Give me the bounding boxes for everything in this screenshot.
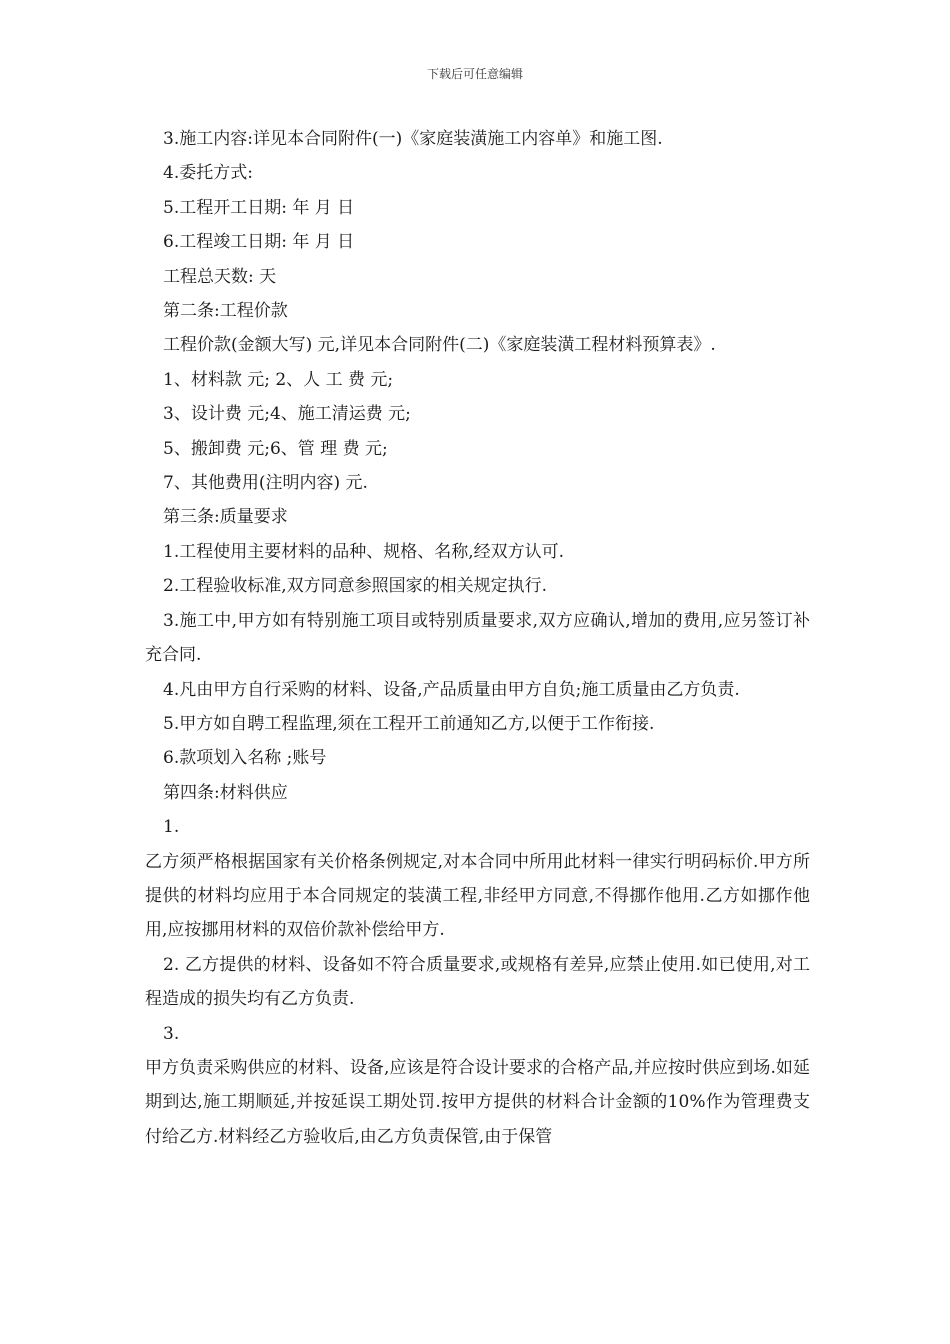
paragraph-supply-3-number: 3. [163,1023,180,1044]
paragraph-supply-1-text: 乙方须严格根据国家有关价格条例规定,对本合同中所用此材料一律实行明码标价.甲方所提供的材料均应用于本合同规定的装潢工程,非经甲方同意,不得挪作他用.乙方如挪作他用,应按挪用材料的双倍价款补偿给甲方. [145,851,810,941]
paragraph-supply-2: 2. 乙方提供的材料、设备如不符合质量要求,或规格有差异,应禁止使用.如已使用,对工程造成的损失均有乙方负责. [145,954,810,1010]
paragraph-fee-items-5-6: 5、搬卸费 元;6、管 理 费 元; [163,438,388,459]
section-heading-article-4: 第四条:材料供应 [163,782,288,803]
paragraph-start-date: 5.工程开工日期: 年 月 日 [163,197,355,218]
paragraph-quality-3: 3.施工中,甲方如有特别施工项目或特别质量要求,双方应确认,增加的费用,应另签订补充合同. [145,610,810,666]
paragraph-project-price: 工程价款(金额大写) 元,详见本合同附件(二)《家庭装潢工程材料预算表》. [163,335,716,356]
paragraph-fee-items-3-4: 3、设计费 元;4、施工清运费 元; [163,404,411,425]
section-heading-article-3: 第三条:质量要求 [163,507,288,528]
paragraph-completion-date: 6.工程竣工日期: 年 月 日 [163,232,355,253]
paragraph-supply-1-number: 1. [163,817,180,838]
document-body [145,122,810,1154]
paragraph-fee-items-1-2: 1、材料款 元; 2、人 工 费 元; [163,369,394,390]
paragraph-quality-2: 2.工程验收标准,双方同意参照国家的相关规定执行. [163,576,548,597]
page-header-note: 下载后可任意编辑 [426,67,523,81]
section-heading-article-2: 第二条:工程价款 [163,301,288,322]
paragraph-quality-6: 6.款项划入名称 ;账号 [163,748,327,769]
paragraph-quality-1: 1.工程使用主要材料的品种、规格、名称,经双方认可. [163,541,565,562]
paragraph-total-days: 工程总天数: 天 [163,266,277,287]
paragraph-quality-4: 4.凡由甲方自行采购的材料、设备,产品质量由甲方自负;施工质量由乙方负责. [163,679,740,700]
paragraph-commission-method: 4.委托方式: [163,163,253,184]
paragraph-supply-3-text: 甲方负责采购供应的材料、设备,应该是符合设计要求的合格产品,并应按时供应到场.如延期到达,施工期顺延,并按延误工期处罚.按甲方提供的材料合计金额的10%作为管理费支付给乙方.材料经乙方验收后,由乙方负责保管,由于保管 [145,1057,810,1147]
paragraph-construction-content: 3.施工内容:详见本合同附件(一)《家庭装潢施工内容单》和施工图. [163,129,663,149]
paragraph-fee-item-7: 7、其他费用(注明内容) 元. [163,473,368,494]
paragraph-quality-5: 5.甲方如自聘工程监理,须在工程开工前通知乙方,以便于工作衔接. [163,713,655,734]
